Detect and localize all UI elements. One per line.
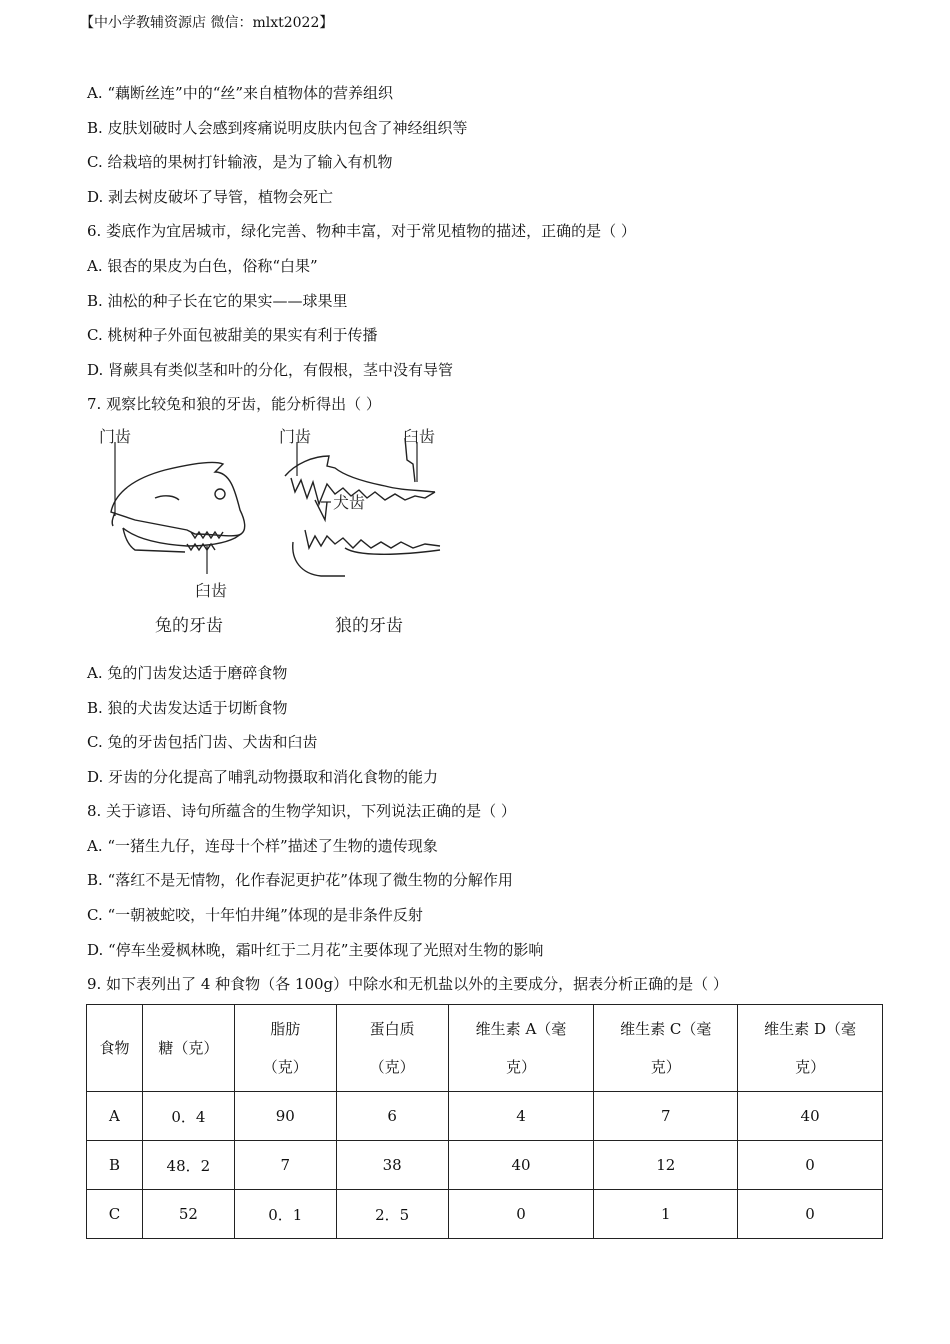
q9-stem: 9. 如下表列出了 4 种食物（各 100g）中除水和无机盐以外的主要成分，据表分析正确的是（ ）	[87, 975, 728, 993]
wolf-canine-label: 犬齿	[333, 493, 366, 512]
q7-stem: 7. 观察比较兔和狼的牙齿，能分析得出（ ）	[87, 395, 381, 413]
q8-stem: 8. 关于谚语、诗句所蕴含的生物学知识，下列说法正确的是（ ）	[87, 802, 516, 820]
q5-option-b: B. 皮肤划破时人会感到疼痛说明皮肤内包含了神经组织等	[87, 119, 468, 137]
table-cell: 12	[594, 1141, 738, 1190]
table-cell: 0	[738, 1190, 883, 1239]
rabbit-incisor-label: 门齿	[99, 427, 132, 446]
table-cell: 40	[738, 1092, 883, 1141]
header-cell: 蛋白质 （克）	[336, 1005, 448, 1092]
table-cell: 40	[448, 1141, 594, 1190]
teeth-figure	[95, 420, 455, 645]
wolf-incisor-label: 门齿	[279, 427, 312, 446]
table-cell: 7	[594, 1092, 738, 1141]
table-row	[87, 1141, 883, 1190]
q5-option-c: C. 给栽培的果树打针输液，是为了输入有机物	[87, 153, 393, 171]
table-cell: 0	[448, 1190, 594, 1239]
q7-option-b: B. 狼的犬齿发达适于切断食物	[87, 699, 288, 717]
table-cell: 90	[234, 1092, 336, 1141]
table-cell: 7	[234, 1141, 336, 1190]
q8-option-d: D. “停车坐爱枫林晚，霜叶红于二月花”主要体现了光照对生物的影响	[87, 941, 544, 959]
q7-option-d: D. 牙齿的分化提高了哺乳动物摄取和消化食物的能力	[87, 768, 439, 786]
table-cell: 1	[594, 1190, 738, 1239]
table-cell: C	[87, 1190, 143, 1239]
q6-option-d: D. 肾蕨具有类似茎和叶的分化，有假根，茎中没有导管	[87, 361, 454, 379]
header-cell: 维生素 A（毫 克）	[448, 1005, 594, 1092]
q6-option-a: A. 银杏的果皮为白色，俗称“白果”	[87, 257, 318, 275]
header-cell: 维生素 D（毫 克）	[738, 1005, 883, 1092]
q5-option-d: D. 剥去树皮破坏了导管，植物会死亡	[87, 188, 334, 206]
q6-option-c: C. 桃树种子外面包被甜美的果实有利于传播	[87, 326, 378, 344]
header-cell: 脂肪 （克）	[234, 1005, 336, 1092]
table-header-row	[87, 1005, 883, 1092]
table-cell: 38	[336, 1141, 448, 1190]
table-cell: 0	[738, 1141, 883, 1190]
table-cell: A	[87, 1092, 143, 1141]
q7-option-a: A. 兔的门齿发达适于磨碎食物	[87, 664, 288, 682]
header-cell: 食物	[87, 1005, 143, 1092]
table-cell: 0．1	[234, 1190, 336, 1239]
nutrition-table	[86, 1004, 883, 1239]
q7-option-c: C. 兔的牙齿包括门齿、犬齿和臼齿	[87, 733, 318, 751]
q8-option-a: A. “一猪生九仔，连母十个样”描述了生物的遗传现象	[87, 837, 438, 855]
table-cell: 52	[142, 1190, 234, 1239]
table-cell: 0．4	[142, 1092, 234, 1141]
q8-option-c: C. “一朝被蛇咬，十年怕井绳”体现的是非条件反射	[87, 906, 423, 924]
header-cell: 维生素 C（毫 克）	[594, 1005, 738, 1092]
rabbit-skull-drawing	[111, 462, 245, 552]
header-cell: 糖（克）	[142, 1005, 234, 1092]
q8-option-b: B. “落红不是无情物，化作春泥更护花”体现了微生物的分解作用	[87, 871, 513, 889]
q6-stem: 6. 娄底作为宜居城市，绿化完善、物种丰富，对于常见植物的描述，正确的是（ ）	[87, 222, 636, 240]
rabbit-caption: 兔的牙齿	[155, 616, 223, 636]
table-cell: B	[87, 1141, 143, 1190]
wolf-molar-label: 臼齿	[403, 427, 436, 446]
table-cell: 2．5	[336, 1190, 448, 1239]
table-cell: 4	[448, 1092, 594, 1141]
table-row	[87, 1092, 883, 1141]
wolf-caption: 狼的牙齿	[335, 616, 403, 636]
q5-option-a: A. “藕断丝连”中的“丝”来自植物体的营养组织	[87, 84, 394, 102]
rabbit-molar-label: 臼齿	[195, 581, 228, 600]
page-header: 【中小学教辅资源店 微信：mlxt2022】	[80, 15, 334, 31]
q6-option-b: B. 油松的种子长在它的果实——球果里	[87, 292, 348, 310]
table-cell: 6	[336, 1092, 448, 1141]
table-cell: 48．2	[142, 1141, 234, 1190]
table-row	[87, 1190, 883, 1239]
